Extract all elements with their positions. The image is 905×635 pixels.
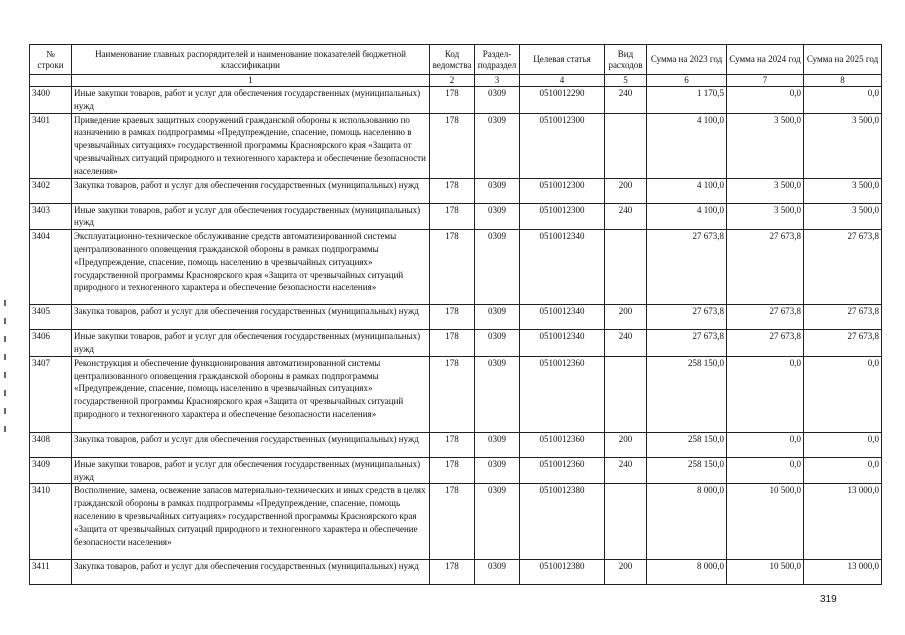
column-number: 1	[72, 75, 430, 87]
column-number: 2	[430, 75, 475, 87]
sum-2024-cell: 3 500,0	[727, 203, 804, 230]
dept-code-cell: 178	[430, 560, 475, 585]
section-code-cell: 0309	[475, 432, 520, 457]
row-name-cell: Закупка товаров, работ и услуг для обеспечения государственных (муниципальных) нужд	[72, 432, 430, 457]
section-code-cell: 0309	[475, 230, 520, 305]
sum-2025-cell: 3 500,0	[804, 113, 882, 178]
sum-2025-cell: 0,0	[804, 87, 882, 114]
row-number-cell: 3400	[30, 87, 72, 114]
column-number	[30, 75, 72, 87]
table-row	[30, 560, 882, 585]
row-name-cell: Закупка товаров, работ и услуг для обеспечения государственных (муниципальных) нужд	[72, 178, 430, 203]
sum-2023-cell: 4 100,0	[647, 113, 727, 178]
section-code-cell: 0309	[475, 113, 520, 178]
row-number-cell: 3411	[30, 560, 72, 585]
target-article-cell: 0510012380	[520, 560, 605, 585]
row-name-cell: Закупка товаров, работ и услуг для обеспечения государственных (муниципальных) нужд	[72, 305, 430, 330]
column-number: 3	[475, 75, 520, 87]
row-number-cell: 3402	[30, 178, 72, 203]
target-article-cell: 0510012360	[520, 457, 605, 484]
header-cell-sum2024: Сумма на 2024 год	[727, 45, 804, 75]
row-number-cell: 3403	[30, 203, 72, 230]
sum-2025-cell: 27 673,8	[804, 230, 882, 305]
column-number: 4	[520, 75, 605, 87]
column-number: 6	[647, 75, 727, 87]
dept-code-cell: 178	[430, 432, 475, 457]
section-code-cell: 0309	[475, 356, 520, 432]
header-cell-sum2025: Сумма на 2025 год	[804, 45, 882, 75]
target-article-cell: 0510012300	[520, 113, 605, 178]
sum-2025-cell: 0,0	[804, 356, 882, 432]
sum-2024-cell: 3 500,0	[727, 113, 804, 178]
row-number-cell: 3407	[30, 356, 72, 432]
sum-2024-cell: 0,0	[727, 432, 804, 457]
expense-type-cell	[605, 356, 647, 432]
dept-code-cell: 178	[430, 203, 475, 230]
section-code-cell: 0309	[475, 178, 520, 203]
sum-2025-cell: 0,0	[804, 432, 882, 457]
section-code-cell: 0309	[475, 457, 520, 484]
sum-2023-cell: 258 150,0	[647, 432, 727, 457]
row-name-cell: Иные закупки товаров, работ и услуг для обеспечения государственных (муниципальных) нужд	[72, 87, 430, 114]
table-body	[30, 87, 882, 585]
dept-code-cell: 178	[430, 330, 475, 357]
row-number-cell: 3401	[30, 113, 72, 178]
header-cell-no: № строки	[30, 45, 72, 75]
sum-2024-cell: 0,0	[727, 87, 804, 114]
sum-2025-cell: 3 500,0	[804, 178, 882, 203]
target-article-cell: 0510012340	[520, 305, 605, 330]
table-row	[30, 356, 882, 432]
sum-2025-cell: 27 673,8	[804, 330, 882, 357]
sum-2023-cell: 4 100,0	[647, 178, 727, 203]
sum-2024-cell: 3 500,0	[727, 178, 804, 203]
expense-type-cell: 200	[605, 560, 647, 585]
expense-type-cell: 240	[605, 87, 647, 114]
expense-type-cell: 200	[605, 178, 647, 203]
column-number: 8	[804, 75, 882, 87]
row-number-cell: 3408	[30, 432, 72, 457]
section-code-cell: 0309	[475, 203, 520, 230]
sum-2025-cell: 13 000,0	[804, 484, 882, 560]
expense-type-cell	[605, 113, 647, 178]
row-name-cell: Иные закупки товаров, работ и услуг для обеспечения государственных (муниципальных) нужд	[72, 457, 430, 484]
table-row	[30, 432, 882, 457]
sum-2024-cell: 10 500,0	[727, 560, 804, 585]
dept-code-cell: 178	[430, 230, 475, 305]
target-article-cell: 0510012380	[520, 484, 605, 560]
row-number-cell: 3409	[30, 457, 72, 484]
dept-code-cell: 178	[430, 484, 475, 560]
header-row	[30, 45, 882, 75]
sum-2025-cell: 27 673,8	[804, 305, 882, 330]
expense-type-cell: 240	[605, 457, 647, 484]
table-row	[30, 305, 882, 330]
sum-2023-cell: 1 170,5	[647, 87, 727, 114]
target-article-cell: 0510012300	[520, 203, 605, 230]
table-row	[30, 457, 882, 484]
expense-type-cell	[605, 484, 647, 560]
target-article-cell: 0510012340	[520, 230, 605, 305]
expense-type-cell: 240	[605, 330, 647, 357]
sum-2023-cell: 27 673,8	[647, 330, 727, 357]
section-code-cell: 0309	[475, 305, 520, 330]
sum-2023-cell: 8 000,0	[647, 560, 727, 585]
header-cell-target: Целевая статья	[520, 45, 605, 75]
header-cell-exp-type: Вид расходов	[605, 45, 647, 75]
table-row	[30, 87, 882, 114]
sum-2023-cell: 258 150,0	[647, 356, 727, 432]
sum-2023-cell: 27 673,8	[647, 230, 727, 305]
expense-type-cell: 200	[605, 432, 647, 457]
expense-type-cell: 200	[605, 305, 647, 330]
column-number-row	[30, 75, 882, 87]
budget-table-page	[29, 44, 881, 585]
table-row	[30, 178, 882, 203]
sum-2023-cell: 8 000,0	[647, 484, 727, 560]
row-number-cell: 3405	[30, 305, 72, 330]
target-article-cell: 0510012360	[520, 432, 605, 457]
budget-table	[29, 44, 882, 585]
row-name-cell: Приведение краевых защитных сооружений гражданской обороны к использованию по назначению в рамках подпрограммы «Предупреждение, спасение, помощь населению в чрезвычайных ситуациях» государственной программы Красноярского края «Защита от чрезвычайных ситуаций природного и техногенного характера и обеспечение безопасности населения»	[72, 113, 430, 178]
section-code-cell: 0309	[475, 560, 520, 585]
row-number-cell: 3406	[30, 330, 72, 357]
sum-2024-cell: 27 673,8	[727, 230, 804, 305]
section-code-cell: 0309	[475, 87, 520, 114]
dept-code-cell: 178	[430, 178, 475, 203]
table-row	[30, 484, 882, 560]
margin-scan-marks	[4, 300, 7, 470]
column-number: 7	[727, 75, 804, 87]
dept-code-cell: 178	[430, 356, 475, 432]
sum-2024-cell: 0,0	[727, 356, 804, 432]
expense-type-cell: 240	[605, 203, 647, 230]
sum-2023-cell: 4 100,0	[647, 203, 727, 230]
header-cell-name: Наименование главных распорядителей и наименование показателей бюджетной классификации	[72, 45, 430, 75]
column-number: 5	[605, 75, 647, 87]
sum-2025-cell: 0,0	[804, 457, 882, 484]
sum-2025-cell: 13 000,0	[804, 560, 882, 585]
row-name-cell: Иные закупки товаров, работ и услуг для обеспечения государственных (муниципальных) нужд	[72, 203, 430, 230]
table-row	[30, 113, 882, 178]
row-name-cell: Восполнение, замена, освежение запасов материально-технических и иных средств в целях гражданской обороны в рамках подпрограммы «Предупреждение, спасение, помощь населению в чрезвычайных ситуациях» государственной программы Красноярского края «Защита от чрезвычайных ситуаций природного и техногенного характера и обеспечение безопасности населения»	[72, 484, 430, 560]
row-name-cell: Реконструкция и обеспечение функционирования автоматизированной системы централизованного оповещения гражданской обороны в рамках подпрограммы «Предупреждение, спасение, помощь населению в чрезвычайных ситуациях» государственной программы Красноярского края «Защита от чрезвычайных ситуаций природного и техногенного характера и обеспечение безопасности населения»	[72, 356, 430, 432]
header-cell-section: Раздел-подраздел	[475, 45, 520, 75]
target-article-cell: 0510012300	[520, 178, 605, 203]
sum-2024-cell: 27 673,8	[727, 305, 804, 330]
section-code-cell: 0309	[475, 484, 520, 560]
row-name-cell: Иные закупки товаров, работ и услуг для обеспечения государственных (муниципальных) нужд	[72, 330, 430, 357]
dept-code-cell: 178	[430, 113, 475, 178]
row-number-cell: 3410	[30, 484, 72, 560]
sum-2025-cell: 3 500,0	[804, 203, 882, 230]
sum-2023-cell: 27 673,8	[647, 305, 727, 330]
target-article-cell: 0510012360	[520, 356, 605, 432]
sum-2024-cell: 10 500,0	[727, 484, 804, 560]
row-name-cell: Эксплуатационно-техническое обслуживание средств автоматизированной системы централизованного оповещения гражданской обороны в рамках подпрограммы «Предупреждение, спасение, помощь населению в чрезвычайных ситуациях» государственной программы Красноярского края «Защита от чрезвычайных ситуаций природного и техногенного характера и обеспечение безопасности населения»	[72, 230, 430, 305]
table-row	[30, 203, 882, 230]
target-article-cell: 0510012290	[520, 87, 605, 114]
sum-2024-cell: 0,0	[727, 457, 804, 484]
dept-code-cell: 178	[430, 305, 475, 330]
header-cell-dept: Код ведомства	[430, 45, 475, 75]
sum-2023-cell: 258 150,0	[647, 457, 727, 484]
expense-type-cell	[605, 230, 647, 305]
row-number-cell: 3404	[30, 230, 72, 305]
target-article-cell: 0510012340	[520, 330, 605, 357]
section-code-cell: 0309	[475, 330, 520, 357]
dept-code-cell: 178	[430, 87, 475, 114]
row-name-cell: Закупка товаров, работ и услуг для обеспечения государственных (муниципальных) нужд	[72, 560, 430, 585]
page-number: 319	[820, 594, 837, 605]
sum-2024-cell: 27 673,8	[727, 330, 804, 357]
dept-code-cell: 178	[430, 457, 475, 484]
table-row	[30, 330, 882, 357]
table-row	[30, 230, 882, 305]
header-cell-sum2023: Сумма на 2023 год	[647, 45, 727, 75]
